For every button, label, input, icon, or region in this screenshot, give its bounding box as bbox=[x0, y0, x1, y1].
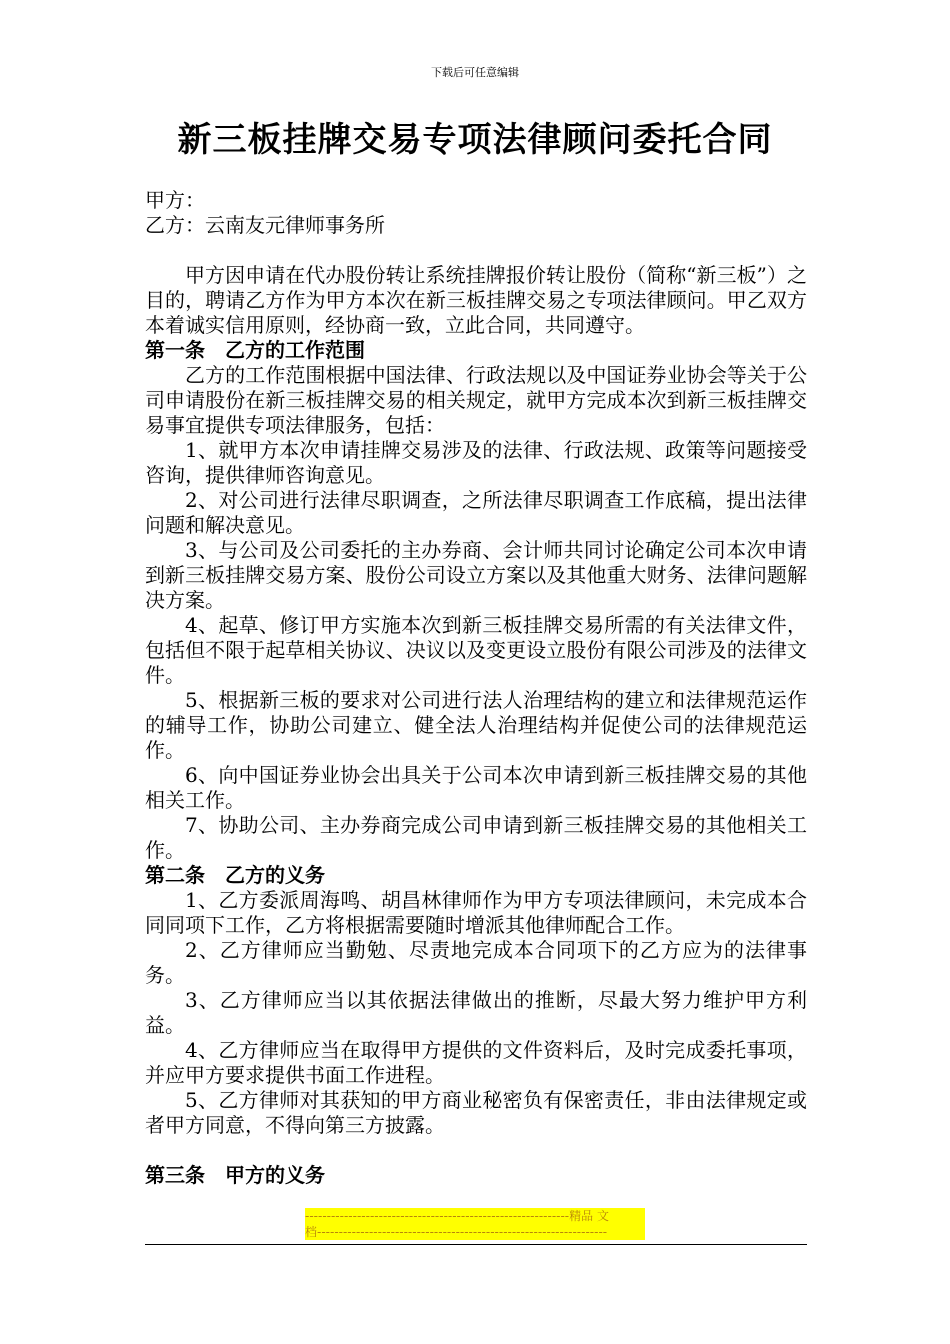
page-header-note: 下载后可任意编辑 bbox=[431, 66, 519, 79]
section2-item: 4、乙方律师应当在取得甲方提供的文件资料后，及时完成委托事项，并应甲方要求提供书面工作进程。 bbox=[145, 1038, 807, 1087]
section1-item: 6、向中国证券业协会出具关于公司本次申请到新三板挂牌交易的其他相关工作。 bbox=[145, 763, 807, 812]
section2-item: 5、乙方律师对其获知的甲方商业秘密负有保密责任，非由法律规定或者甲方同意，不得向第三方披露。 bbox=[145, 1088, 807, 1137]
party-b-label: 乙方：云南友元律师事务所 bbox=[145, 213, 385, 237]
section1-item: 7、协助公司、主办券商完成公司申请到新三板挂牌交易的其他相关工作。 bbox=[145, 813, 807, 862]
section2-item: 2、乙方律师应当勤勉、尽责地完成本合同项下的乙方应为的法律事务。 bbox=[145, 938, 807, 987]
footer-line-2: 档------------------------------------------------------------------- bbox=[305, 1224, 645, 1240]
intro-paragraph: 甲方因申请在代办股份转让系统挂牌报价转让股份（简称“新三板”）之目的，聘请乙方作为甲方本次在新三板挂牌交易之专项法律顾问。甲乙双方本着诚实信用原则，经协商一致，立此合同，共同遵守。 bbox=[145, 263, 807, 337]
spacer bbox=[145, 238, 807, 263]
section1-item: 5、根据新三板的要求对公司进行法人治理结构的建立和法律规范运作的辅导工作，协助公司建立、健全法人治理结构并促使公司的法律规范运作。 bbox=[145, 688, 807, 762]
spacer bbox=[145, 1138, 807, 1163]
section1-heading: 第一条 乙方的工作范围 bbox=[145, 338, 365, 362]
section1-item: 4、起草、修订甲方实施本次到新三板挂牌交易所需的有关法律文件，包括但不限于起草相关协议、决议以及变更设立股份有限公司涉及的法律文件。 bbox=[145, 613, 807, 687]
party-a-label: 甲方： bbox=[145, 188, 205, 212]
footer-watermark bbox=[305, 1208, 645, 1240]
footer-line-1: -------------------------------------------------------------精品 文 bbox=[305, 1208, 645, 1224]
document-body bbox=[145, 188, 807, 1188]
section2-item: 1、乙方委派周海鸣、胡昌林律师作为甲方专项法律顾问，未完成本合同同项下工作，乙方将根据需要随时增派其他律师配合工作。 bbox=[145, 888, 807, 937]
section1-item: 3、与公司及公司委托的主办券商、会计师共同讨论确定公司本次申请到新三板挂牌交易方案、股份公司设立方案以及其他重大财务、法律问题解决方案。 bbox=[145, 538, 807, 612]
section2-item: 3、乙方律师应当以其依据法律做出的推断，尽最大努力维护甲方利益。 bbox=[145, 988, 807, 1037]
footer-rule bbox=[145, 1244, 807, 1245]
document-title: 新三板挂牌交易专项法律顾问委托合同 bbox=[177, 120, 773, 160]
section2-heading: 第二条 乙方的义务 bbox=[145, 863, 325, 887]
section3-heading: 第三条 甲方的义务 bbox=[145, 1163, 325, 1187]
section1-item: 2、对公司进行法律尽职调查，之所法律尽职调查工作底稿，提出法律问题和解决意见。 bbox=[145, 488, 807, 537]
section1-lead: 乙方的工作范围根据中国法律、行政法规以及中国证券业协会等关于公司申请股份在新三板挂牌交易的相关规定，就甲方完成本次到新三板挂牌交易事宜提供专项法律服务，包括： bbox=[145, 363, 807, 437]
section1-item: 1、就甲方本次申请挂牌交易涉及的法律、行政法规、政策等问题接受咨询，提供律师咨询意见。 bbox=[145, 438, 807, 487]
